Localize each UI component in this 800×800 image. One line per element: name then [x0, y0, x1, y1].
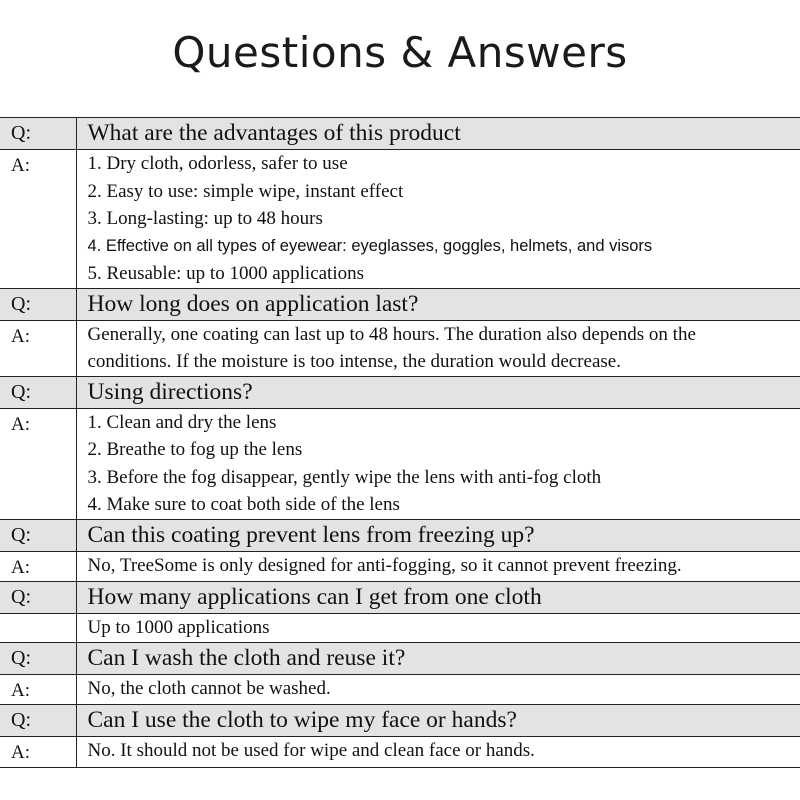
- answer-label: A:: [0, 737, 76, 768]
- question-row: [0, 118, 800, 150]
- answer-text: [76, 320, 800, 376]
- question-row: [0, 582, 800, 614]
- question-text: Can I use the cloth to wipe my face or hands?: [76, 705, 800, 737]
- answer-line: 1. Clean and dry the lens: [87, 411, 277, 433]
- answer-label: A:: [0, 408, 76, 519]
- question-label: Q:: [0, 118, 76, 150]
- answer-line: conditions. If the moisture is too intense, the duration would decrease.: [87, 351, 621, 372]
- answer-text: [76, 674, 800, 705]
- answer-row: [0, 408, 800, 519]
- answer-text: [76, 614, 800, 643]
- answer-row: [0, 150, 800, 289]
- answer-row: [0, 674, 800, 705]
- question-text: What are the advantages of this product: [76, 118, 800, 150]
- page-title: Questions & Answers: [172, 28, 628, 77]
- question-label: Q:: [0, 519, 76, 551]
- question-label: Q:: [0, 376, 76, 408]
- answer-text: [76, 408, 800, 519]
- answer-line: 3. Before the fog disappear, gently wipe the lens with anti-fog cloth: [87, 466, 602, 488]
- answer-line: 1. Dry cloth, odorless, safer to use: [87, 153, 348, 174]
- answer-line: 2. Breathe to fog up the lens: [87, 439, 303, 460]
- answer-line: 5. Reusable: up to 1000 applications: [87, 263, 365, 284]
- answer-text: [76, 551, 800, 582]
- question-row: [0, 705, 800, 737]
- answer-line: 4. Effective on all types of eyewear: eyeglasses, goggles, helmets, and visors: [87, 236, 653, 255]
- question-text: Can this coating prevent lens from freezing up?: [76, 519, 800, 551]
- answer-row: [0, 320, 800, 376]
- question-label: Q:: [0, 705, 76, 737]
- question-row: [0, 642, 800, 674]
- question-text: How long does on application last?: [76, 288, 800, 320]
- question-text: Using directions?: [76, 376, 800, 408]
- answer-text: [76, 737, 800, 768]
- question-text: How many applications can I get from one cloth: [76, 582, 800, 614]
- question-row: [0, 376, 800, 408]
- answer-label: A:: [0, 320, 76, 376]
- answer-row: [0, 551, 800, 582]
- answer-line: 2. Easy to use: simple wipe, instant effect: [87, 180, 404, 202]
- question-row: [0, 288, 800, 320]
- answer-line: No. It should not be used for wipe and clean face or hands.: [87, 740, 535, 761]
- answer-label: A:: [0, 551, 76, 582]
- question-row: [0, 519, 800, 551]
- answer-text: [76, 150, 800, 289]
- answer-line: Generally, one coating can last up to 48 hours. The duration also depends on the: [87, 323, 696, 345]
- question-label: Q:: [0, 288, 76, 320]
- question-label: Q:: [0, 642, 76, 674]
- answer-line: 3. Long-lasting: up to 48 hours: [87, 208, 323, 229]
- answer-row: [0, 614, 800, 643]
- answer-line: No, the cloth cannot be washed.: [87, 677, 331, 699]
- qa-table: [0, 117, 800, 768]
- question-text: Can I wash the cloth and reuse it?: [76, 642, 800, 674]
- answer-label: A:: [0, 674, 76, 705]
- answer-line: Up to 1000 applications: [87, 617, 270, 638]
- question-label: Q:: [0, 582, 76, 614]
- answer-line: No, TreeSome is only designed for anti-fogging, so it cannot prevent freezing.: [87, 554, 682, 576]
- answer-label: A:: [0, 150, 76, 289]
- answer-line: 4. Make sure to coat both side of the lens: [87, 494, 400, 515]
- answer-label-empty: [0, 614, 76, 643]
- answer-row: [0, 737, 800, 768]
